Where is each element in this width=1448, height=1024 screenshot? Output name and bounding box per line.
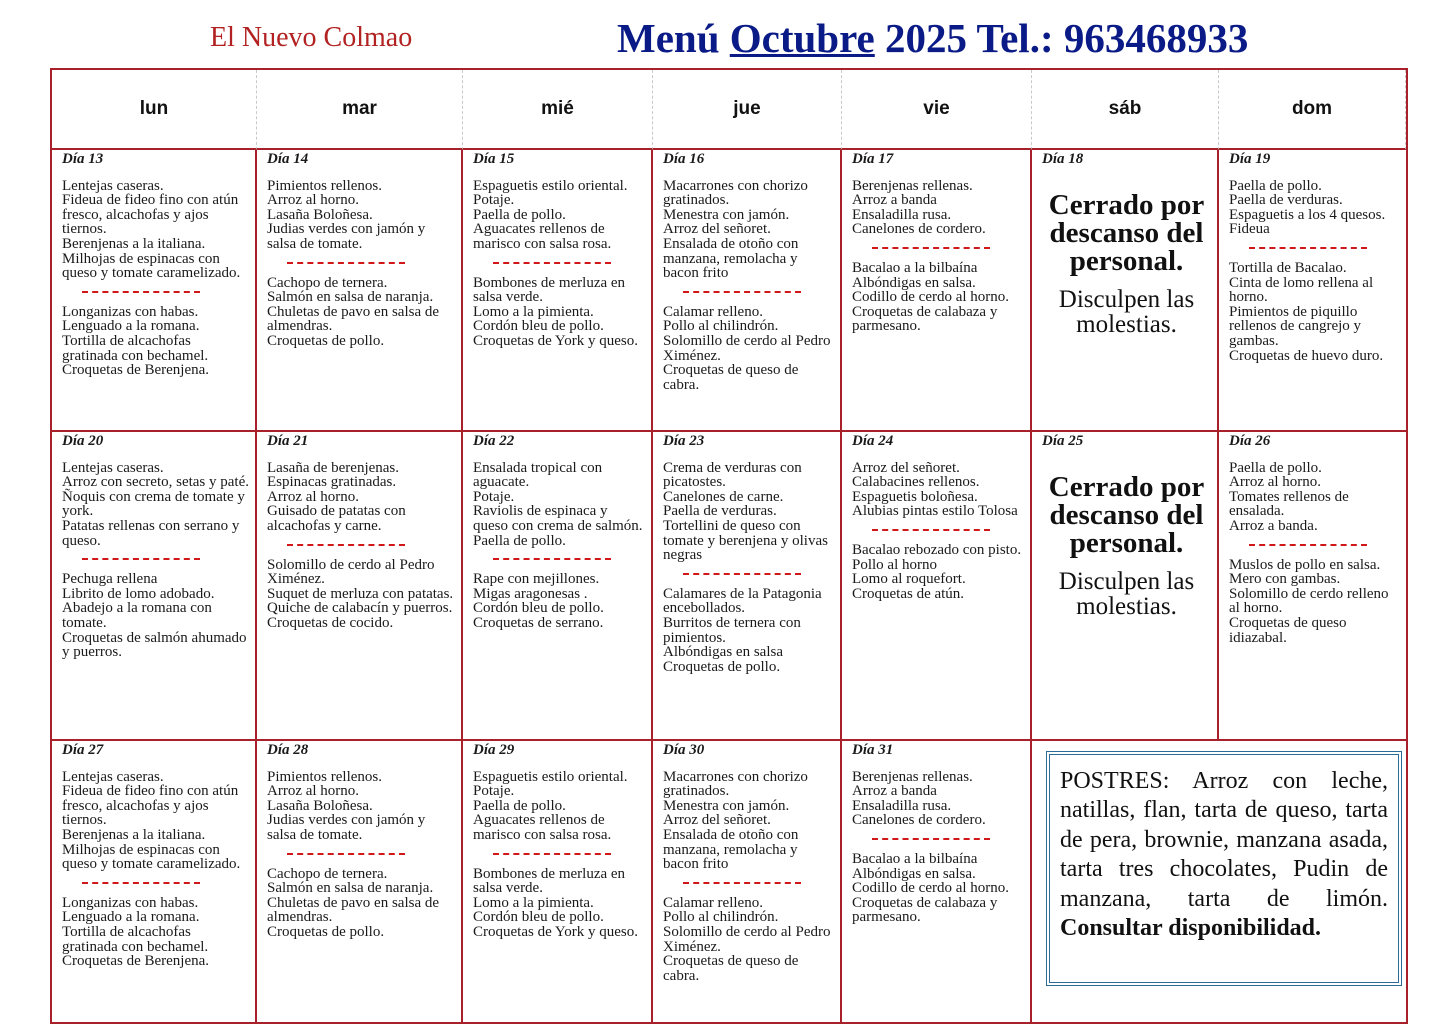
dish-separator bbox=[82, 558, 200, 560]
dish-item: Arroz al horno. bbox=[267, 192, 360, 209]
dish-item: Lomo al roquefort. bbox=[852, 571, 966, 588]
restaurant-name: El Nuevo Colmao bbox=[210, 22, 413, 53]
dish-item: Canelones de cordero. bbox=[852, 221, 986, 238]
title-prefix: Menú bbox=[617, 15, 730, 61]
dish-item: Ensalada de otoño con manzana, remolacha y bacon frito bbox=[663, 826, 799, 873]
weekday-header: vie bbox=[842, 70, 1032, 150]
dish-item: Menestra con jamón. bbox=[663, 206, 790, 223]
dish-item: Paella de pollo. bbox=[1229, 459, 1322, 476]
dish-item: Pechuga rellena bbox=[62, 571, 158, 588]
dish-separator bbox=[493, 558, 611, 560]
dish-item: Tortellini de queso con tomate y berenjena y olivas negras bbox=[663, 517, 828, 564]
dish-item: Codillo de cerdo al horno. bbox=[852, 880, 1010, 897]
dish-item: Berenjenas a la italiana. bbox=[62, 235, 206, 252]
dish-item: Croquetas de calabaza y parmesano. bbox=[852, 303, 998, 335]
day-number: Día 29 bbox=[473, 742, 515, 758]
day-number: Día 24 bbox=[852, 433, 894, 449]
dish-item: Lentejas caseras. bbox=[62, 459, 164, 476]
dish-item: Burritos de ternera con pimientos. bbox=[663, 614, 801, 646]
dish-item: Pollo al chilindrón. bbox=[663, 318, 779, 335]
weekday-header: sáb bbox=[1032, 70, 1219, 150]
weekday-header: jue bbox=[653, 70, 842, 150]
day-cell bbox=[653, 741, 842, 1022]
dish-item: Croquetas de cocido. bbox=[267, 614, 394, 631]
dish-item: Bacalao rebozado con pisto. bbox=[852, 541, 1022, 558]
dish-item: Croquetas de queso idiazabal. bbox=[1229, 614, 1347, 646]
dish-item: Milhojas de espinacas con queso y tomate caramelizado. bbox=[62, 841, 241, 873]
dish-item: Pollo al chilindrón. bbox=[663, 909, 779, 926]
dish-item: Paella de pollo. bbox=[1229, 177, 1322, 194]
day-cell bbox=[463, 432, 653, 741]
day-cell bbox=[1032, 432, 1219, 741]
day-number: Día 20 bbox=[62, 433, 104, 449]
dish-item: Calamar relleno. bbox=[663, 894, 763, 911]
dish-item: Lasaña Boloñesa. bbox=[267, 797, 373, 814]
dish-item: Aguacates rellenos de marisco con salsa rosa. bbox=[473, 221, 612, 252]
dish-item: Longanizas con habas. bbox=[62, 303, 199, 320]
dish-item: Canelones de carne. bbox=[663, 488, 784, 505]
dish-item: Arroz a banda. bbox=[1229, 517, 1318, 534]
dish-item: Albóndigas en salsa bbox=[663, 644, 783, 661]
dish-item: Paella de pollo. bbox=[473, 797, 566, 814]
dish-separator bbox=[82, 882, 200, 884]
dish-item: Tomates rellenos de ensalada. bbox=[1229, 488, 1349, 520]
day-cell bbox=[52, 432, 257, 741]
dish-item: Berenjenas rellenas. bbox=[852, 177, 973, 194]
dish-item: Ensalada de otoño con manzana, remolacha y bacon frito bbox=[663, 235, 799, 282]
menu-title bbox=[617, 14, 1248, 62]
dish-item: Potaje. bbox=[473, 783, 515, 800]
dish-item: Croquetas de queso de cabra. bbox=[663, 362, 799, 393]
weekday-header: mar bbox=[257, 70, 463, 150]
dish-item: Espaguetis estilo oriental. bbox=[473, 177, 628, 194]
dish-item: Pimientos rellenos. bbox=[267, 177, 382, 194]
day-number: Día 28 bbox=[267, 742, 309, 758]
dish-item: Rape con mejillones. bbox=[473, 571, 600, 588]
dish-item: Arroz al horno. bbox=[267, 783, 360, 800]
dish-item: Patatas rellenas con serrano y queso. bbox=[62, 517, 240, 549]
day-cell bbox=[257, 741, 463, 1022]
dish-item: Calamar relleno. bbox=[663, 303, 763, 320]
day-number: Día 25 bbox=[1042, 433, 1084, 449]
dish-item: Alubias pintas estilo Tolosa bbox=[852, 503, 1018, 520]
dish-item: Tortilla de alcachofas gratinada con bechamel. bbox=[62, 332, 209, 364]
dish-item: Milhojas de espinacas con queso y tomate caramelizado. bbox=[62, 250, 241, 282]
dish-item: Codillo de cerdo al horno. bbox=[852, 289, 1010, 306]
day-cell bbox=[1219, 150, 1406, 432]
dish-item: Ñoquis con crema de tomate y york. bbox=[62, 488, 245, 520]
title-suffix: 2025 Tel.: 963468933 bbox=[874, 15, 1249, 61]
apology-message: Disculpen las molestias. bbox=[1058, 285, 1195, 338]
dish-item: Calamares de la Patagonia encebollados. bbox=[663, 585, 822, 617]
dish-item: Bombones de merluza en salsa verde. bbox=[473, 865, 626, 897]
day-number: Día 31 bbox=[852, 742, 894, 758]
dish-item: Arroz del señoret. bbox=[852, 459, 960, 476]
dish-separator bbox=[683, 291, 801, 293]
closed-notice bbox=[1042, 179, 1211, 337]
weekday-header: mié bbox=[463, 70, 653, 150]
dish-item: Tortilla de alcachofas gratinada con bechamel. bbox=[62, 923, 209, 955]
dish-item: Croquetas de serrano. bbox=[473, 614, 604, 631]
dish-separator bbox=[287, 853, 405, 855]
dish-item: Albóndigas en salsa. bbox=[852, 865, 976, 882]
dish-item: Judias verdes con jamón y salsa de tomate. bbox=[267, 812, 426, 843]
day-number: Día 21 bbox=[267, 433, 309, 449]
day-number: Día 23 bbox=[663, 433, 705, 449]
dish-item: Lentejas caseras. bbox=[62, 177, 164, 194]
dish-item: Croquetas de huevo duro. bbox=[1229, 347, 1384, 364]
dish-item: Croquetas de pollo. bbox=[267, 332, 385, 349]
dish-item: Arroz con secreto, setas y paté. bbox=[62, 474, 250, 491]
dish-item: Lasaña de berenjenas. bbox=[267, 459, 400, 476]
dish-item: Salmón en salsa de naranja. bbox=[267, 289, 434, 306]
dish-item: Cordón bleu de pollo. bbox=[473, 600, 604, 617]
day-number: Día 26 bbox=[1229, 433, 1271, 449]
dish-item: Lomo a la pimienta. bbox=[473, 894, 594, 911]
day-number: Día 16 bbox=[663, 151, 705, 167]
availability-note: Consultar disponibilidad. bbox=[1060, 915, 1322, 942]
day-cell bbox=[257, 432, 463, 741]
closed-message: Cerrado por descanso del personal. bbox=[1048, 470, 1205, 559]
dish-item: Canelones de cordero. bbox=[852, 812, 986, 829]
dish-item: Espaguetis a los 4 quesos. bbox=[1229, 206, 1386, 223]
dish-item: Lentejas caseras. bbox=[62, 768, 164, 785]
dish-item: Paella de verduras. bbox=[663, 503, 777, 520]
dish-item: Croquetas de Berenjena. bbox=[62, 953, 210, 970]
dish-item: Croquetas de queso de cabra. bbox=[663, 953, 799, 984]
dish-item: Ensaladilla rusa. bbox=[852, 797, 952, 814]
dish-item: Migas aragonesas . bbox=[473, 585, 588, 602]
dish-separator bbox=[872, 838, 990, 840]
postres-box bbox=[1046, 751, 1402, 986]
dish-item: Arroz al horno. bbox=[267, 488, 360, 505]
dish-item: Lenguado a la romana. bbox=[62, 318, 200, 335]
day-number: Día 13 bbox=[62, 151, 104, 167]
dish-separator bbox=[1249, 544, 1367, 546]
day-cell bbox=[842, 432, 1032, 741]
dish-item: Cordón bleu de pollo. bbox=[473, 318, 604, 335]
dish-item: Quiche de calabacín y puerros. bbox=[267, 600, 453, 617]
dish-item: Lasaña Boloñesa. bbox=[267, 206, 373, 223]
day-cell bbox=[1032, 150, 1219, 432]
dish-item: Solomillo de cerdo al Pedro Ximénez. bbox=[663, 923, 831, 955]
day-number: Día 17 bbox=[852, 151, 894, 167]
day-cell bbox=[52, 150, 257, 432]
dish-item: Cachopo de ternera. bbox=[267, 274, 388, 291]
dish-item: Arroz a banda bbox=[852, 192, 937, 209]
day-number: Día 19 bbox=[1229, 151, 1271, 167]
dish-item: Suquet de merluza con patatas. bbox=[267, 585, 454, 602]
dish-item: Lomo a la pimienta. bbox=[473, 303, 594, 320]
dish-item: Solomillo de cerdo al Pedro Ximénez. bbox=[663, 332, 831, 364]
dish-item: Croquetas de atún. bbox=[852, 585, 965, 602]
dish-item: Potaje. bbox=[473, 192, 515, 209]
day-cell bbox=[1219, 432, 1406, 741]
dish-item: Berenjenas a la italiana. bbox=[62, 826, 206, 843]
dish-item: Pimientos rellenos. bbox=[267, 768, 382, 785]
menu-calendar bbox=[50, 68, 1408, 1024]
dish-item: Muslos de pollo en salsa. bbox=[1229, 556, 1381, 573]
dish-item: Berenjenas rellenas. bbox=[852, 768, 973, 785]
dish-item: Tortilla de Bacalao. bbox=[1229, 259, 1347, 276]
day-number: Día 30 bbox=[663, 742, 705, 758]
dish-item: Croquetas de calabaza y parmesano. bbox=[852, 894, 998, 926]
dish-separator bbox=[683, 573, 801, 575]
day-number: Día 18 bbox=[1042, 151, 1084, 167]
dish-item: Arroz del señoret. bbox=[663, 221, 771, 238]
dish-item: Raviolis de espinaca y queso con crema de salmón. bbox=[473, 503, 643, 534]
dish-separator bbox=[1249, 247, 1367, 249]
day-cell bbox=[463, 150, 653, 432]
day-number: Día 14 bbox=[267, 151, 309, 167]
dish-item: Paella de pollo. bbox=[473, 532, 566, 549]
dish-item: Solomillo de cerdo al Pedro Ximénez. bbox=[267, 556, 435, 588]
apology-message: Disculpen las molestias. bbox=[1058, 567, 1195, 620]
dish-item: Pollo al horno bbox=[852, 556, 937, 573]
day-cell bbox=[842, 150, 1032, 432]
dish-separator bbox=[493, 262, 611, 264]
dish-item: Paella de verduras. bbox=[1229, 192, 1343, 209]
dish-item: Menestra con jamón. bbox=[663, 797, 790, 814]
weekday-header: lun bbox=[52, 70, 257, 150]
dish-item: Croquetas de York y queso. bbox=[473, 332, 638, 349]
dish-item: Bombones de merluza en salsa verde. bbox=[473, 274, 626, 306]
dish-item: Judias verdes con jamón y salsa de tomate. bbox=[267, 221, 426, 252]
dish-item: Aguacates rellenos de marisco con salsa rosa. bbox=[473, 812, 612, 843]
title-month: Octubre bbox=[729, 15, 875, 61]
dish-item: Espinacas gratinadas. bbox=[267, 474, 397, 491]
dish-item: Croquetas de pollo. bbox=[663, 658, 781, 675]
dish-item: Lenguado a la romana. bbox=[62, 909, 200, 926]
dish-item: Fideua bbox=[1229, 221, 1270, 238]
dish-item: Espaguetis estilo oriental. bbox=[473, 768, 628, 785]
dish-item: Cinta de lomo rellena al horno. bbox=[1229, 274, 1374, 306]
day-number: Día 15 bbox=[473, 151, 515, 167]
dish-item: Solomillo de cerdo relleno al horno. bbox=[1229, 585, 1389, 617]
dish-item: Ensalada tropical con aguacate. bbox=[473, 459, 603, 491]
dish-item: Chuletas de pavo en salsa de almendras. bbox=[267, 303, 440, 335]
dish-separator bbox=[287, 544, 405, 546]
dish-item: Arroz a banda bbox=[852, 783, 937, 800]
dish-separator bbox=[872, 247, 990, 249]
dish-item: Salmón en salsa de naranja. bbox=[267, 880, 434, 897]
dish-item: Librito de lomo adobado. bbox=[62, 585, 215, 602]
dish-item: Arroz al horno. bbox=[1229, 474, 1322, 491]
dish-item: Macarrones con chorizo gratinados. bbox=[663, 768, 808, 800]
dish-item: Bacalao a la bilbaína bbox=[852, 850, 978, 867]
postres-cell bbox=[1032, 741, 1406, 1022]
dish-item: Croquetas de Berenjena. bbox=[62, 362, 210, 379]
dish-separator bbox=[287, 262, 405, 264]
dish-item: Cachopo de ternera. bbox=[267, 865, 388, 882]
dish-item: Fideua de fideo fino con atún fresco, alcachofas y ajos tiernos. bbox=[62, 783, 239, 829]
dish-item: Abadejo a la romana con tomate. bbox=[62, 600, 212, 631]
dish-item: Bacalao a la bilbaína bbox=[852, 259, 978, 276]
day-cell bbox=[842, 741, 1032, 1022]
day-number: Día 22 bbox=[473, 433, 515, 449]
day-cell bbox=[52, 741, 257, 1022]
postres-text: POSTRES: Arroz con leche, natillas, flan, tarta de queso, tarta de pera, brownie, manzana asada, tarta tres chocolates, Pudin de manzana, tarta de limón. bbox=[1060, 768, 1388, 912]
weekday-header: dom bbox=[1219, 70, 1406, 150]
dish-separator bbox=[82, 291, 200, 293]
dish-item: Calabacines rellenos. bbox=[852, 474, 980, 491]
dish-item: Arroz del señoret. bbox=[663, 812, 771, 829]
day-cell bbox=[653, 432, 842, 741]
dish-item: Potaje. bbox=[473, 488, 515, 505]
closed-message: Cerrado por descanso del personal. bbox=[1048, 188, 1205, 277]
dish-item: Croquetas de salmón ahumado y puerros. bbox=[62, 629, 247, 661]
dish-item: Macarrones con chorizo gratinados. bbox=[663, 177, 808, 209]
dish-item: Albóndigas en salsa. bbox=[852, 274, 976, 291]
dish-item: Longanizas con habas. bbox=[62, 894, 199, 911]
day-number: Día 27 bbox=[62, 742, 104, 758]
day-cell bbox=[463, 741, 653, 1022]
dish-separator bbox=[872, 529, 990, 531]
dish-item: Mero con gambas. bbox=[1229, 571, 1341, 588]
dish-item: Ensaladilla rusa. bbox=[852, 206, 952, 223]
closed-notice bbox=[1042, 461, 1211, 619]
day-cell bbox=[257, 150, 463, 432]
dish-item: Chuletas de pavo en salsa de almendras. bbox=[267, 894, 440, 926]
dish-item: Espaguetis boloñesa. bbox=[852, 488, 978, 505]
dish-separator bbox=[493, 853, 611, 855]
dish-item: Pimientos de piquillo rellenos de cangrejo y gambas. bbox=[1229, 303, 1362, 349]
dish-item: Croquetas de York y queso. bbox=[473, 923, 638, 940]
day-cell bbox=[653, 150, 842, 432]
dish-separator bbox=[683, 882, 801, 884]
dish-item: Fideua de fideo fino con atún fresco, alcachofas y ajos tiernos. bbox=[62, 192, 239, 238]
dish-item: Crema de verduras con picatostes. bbox=[663, 459, 802, 491]
dish-item: Guisado de patatas con alcachofas y carne. bbox=[267, 503, 406, 534]
dish-item: Paella de pollo. bbox=[473, 206, 566, 223]
dish-item: Croquetas de pollo. bbox=[267, 923, 385, 940]
dish-item: Cordón bleu de pollo. bbox=[473, 909, 604, 926]
